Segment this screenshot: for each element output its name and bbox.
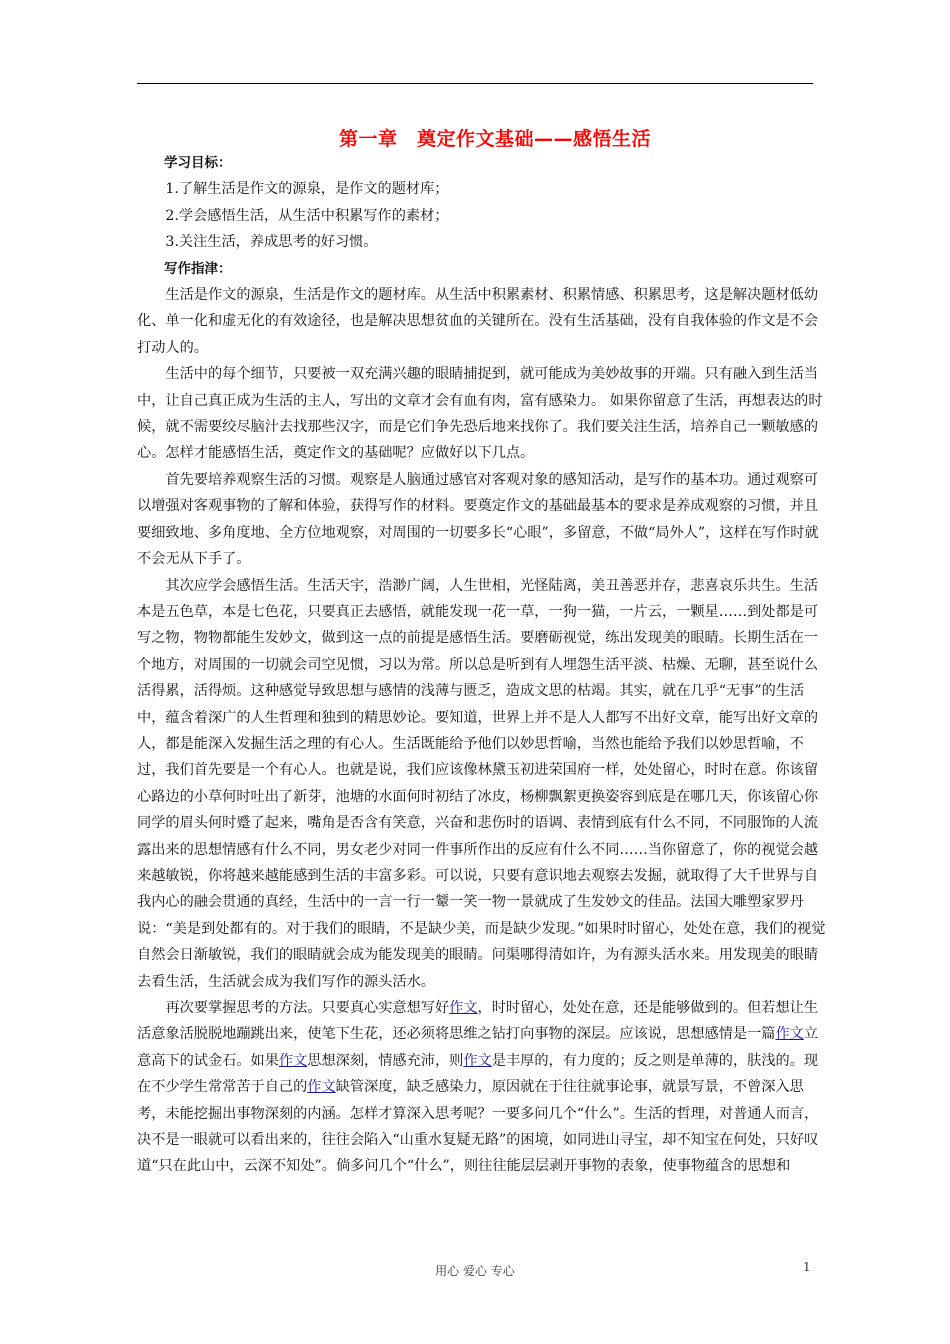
text-run: 立意高下的试金石。如果 xyxy=(137,1026,819,1069)
paragraph-1: 生活是作文的源泉，生活是作文的题材库。从生活中积累素材、积累情感、积累思考，这是解决题材低幼化、单一化和虚无化的有效途径，也是解决思想贫血的关键所在。没有生活基础，没有自我体验的作文是不会打动人的。 xyxy=(137,287,819,356)
goal-item: 3.关注生活，养成思考的好习惯。 xyxy=(165,234,378,251)
text-run: 再次要掌握思考的方法。只要真心实意想写好 xyxy=(165,1000,450,1016)
goal-item: 1.了解生活是作文的源泉，是作文的题材库； xyxy=(165,181,449,198)
zuowen-link[interactable]: 作文 xyxy=(463,1052,492,1069)
document-body xyxy=(137,150,827,1180)
text-run: 是丰厚的，有力度的；反之则是单薄的，肤浅的。现在不少学生常常苦于自己的 xyxy=(137,1052,819,1096)
zuowen-link[interactable]: 作文 xyxy=(307,1079,336,1096)
page-footer: 用心 爱心 专心 xyxy=(435,1264,515,1278)
zuowen-link[interactable]: 作文 xyxy=(278,1052,308,1069)
paragraph-3: 首先要培养观察生活的习惯。观察是人脑通过感官对客观对象的感知活动，是写作的基本功。通过观察可以增强对客观事物的了解和体验，获得写作的材料。要奠定作文的基础最基本的要求是养成观察的习惯，并且要细致地、多角度地、全方位地观察，对周围的一切要多长“心眼”，多留意，不做“局外人”，这样在写作时就不会无从下手了。 xyxy=(137,471,819,568)
text-run: ，时时留心，处处在意，还是能够做到的。但若想让生活意象活脱脱地蹦跳出来，使笔下生花，还必须将思维之钻打向事物的深层。应该说，思想感情是一篇 xyxy=(137,1000,819,1043)
chapter-title: 第一章 奠定作文基础——感悟生活 xyxy=(338,128,651,150)
paragraph-2: 生活中的每个细节，只要被一双充满兴趣的眼睛捕捉到，就可能成为美妙故事的开端。只有融入到生活当中，让自己真正成为生活的主人，写出的文章才会有血有肉，富有感染力。 如果你留意了生活，再想表达的时候，就不需要绞尽脑汁去找那些汉字，而是它们争先恐后地来找你了。我们要关注生活，培养自己一颗敏感的心。怎样才能感悟生活，奠定作文的基础呢？应做好以下几点。 xyxy=(137,366,823,462)
paragraph-5 xyxy=(137,995,827,1180)
text-run: 缺管深度，缺乏感染力，原因就在于往往就事论事，就景写景，不曾深入思考，未能挖掘出事物深刻的内涵。怎样才算深入思考呢？一要多问几个“什么”。生活的哲理，对普通人而言，决不是一眼就可以看出来的，往往会陷入“山重水复疑无路”的困境，如同进山寻宝，却不知宝在何处，只好叹道“只在此山中，云深不知处”。倘多问几个“什么”，则往往能层层剥开事物的表象，使事物蕴含的思想和 xyxy=(137,1079,819,1175)
goals-heading: 学习目标： xyxy=(164,155,232,171)
header-rule xyxy=(137,83,813,84)
zuowen-link[interactable]: 作文 xyxy=(775,1026,804,1043)
guide-heading: 写作指津： xyxy=(164,260,232,277)
paragraph-4: 其次应学会感悟生活。生活天宇，浩渺广阔，人生世相，光怪陆离，美丑善恶并存，悲喜哀乐共生。生活本是五色草，本是七色花，只要真正去感悟，就能发现一花一草，一狗一猫，一片云，一颗星……到处都是可写之物，物物都能生发妙文，做到这一点的前提是感悟生活。要磨砺视觉，练出发现美的眼睛。长期生活在一个地方，对周围的一切就会司空见惯，习以为常。所以总是听到有人埋怨生活平淡、枯燥、无聊，甚至说什么活得累，活得烦。这种感觉导致思想与感情的浅薄与匮乏，造成文思的枯竭。其实，就在几乎“无事”的生活中，蕴含着深广的人生哲理和独到的精思妙论。要知道，世界上并不是人人都写不出好文章，能写出好文章的人，都是能深入发掘生活之理的有心人。生活既能给予他们以妙思哲喻，当然也能给予我们以妙思哲喻，不过，我们首先要是一个有心人。也就是说，我们应该像林黛玉初进荣国府一样，处处留心，时时在意。你该留心路边的小草何时吐出了新芽，池塘的水面何时初结了冰皮，杨柳飘絮更换姿容到底是在哪几天，你该留心你同学的眉头何时蹙了起来，嘴角是否含有笑意，兴奋和悲伤时的语调、表情到底有什么不同，不同服饰的人流露出来的思想情感有什么不同，男女老少对同一件事所作出的反应有什么不同……当你留意了，你的视觉会越来越敏锐，你将越来越能感到生活的丰富多彩。可以说，只要有意识地去观察去发掘，就取得了大千世界与自我内心的融会贯通的真经，生活中的一言一行一颦一笑一物一景就成了生发妙文的佳品。法国大雕塑家罗丹说：“美是到处都有的。对于我们的眼睛，不是缺少美，而是缺少发现。”如果时时留心，处处在意，我们的视觉自然会日渐敏锐，我们的眼睛就会成为能发现美的眼睛。问渠哪得清如许，为有源头活水来。用发现美的眼睛去看生活，生活就会成为我们写作的源头活水。 xyxy=(137,577,826,990)
text-run: 思想深刻，情感充沛，则 xyxy=(307,1052,464,1069)
page-number: 1 xyxy=(803,1260,811,1274)
zuowen-link[interactable]: 作文 xyxy=(449,1000,478,1016)
goal-item: 2.学会感悟生活，从生活中积累写作的素材； xyxy=(165,207,449,224)
